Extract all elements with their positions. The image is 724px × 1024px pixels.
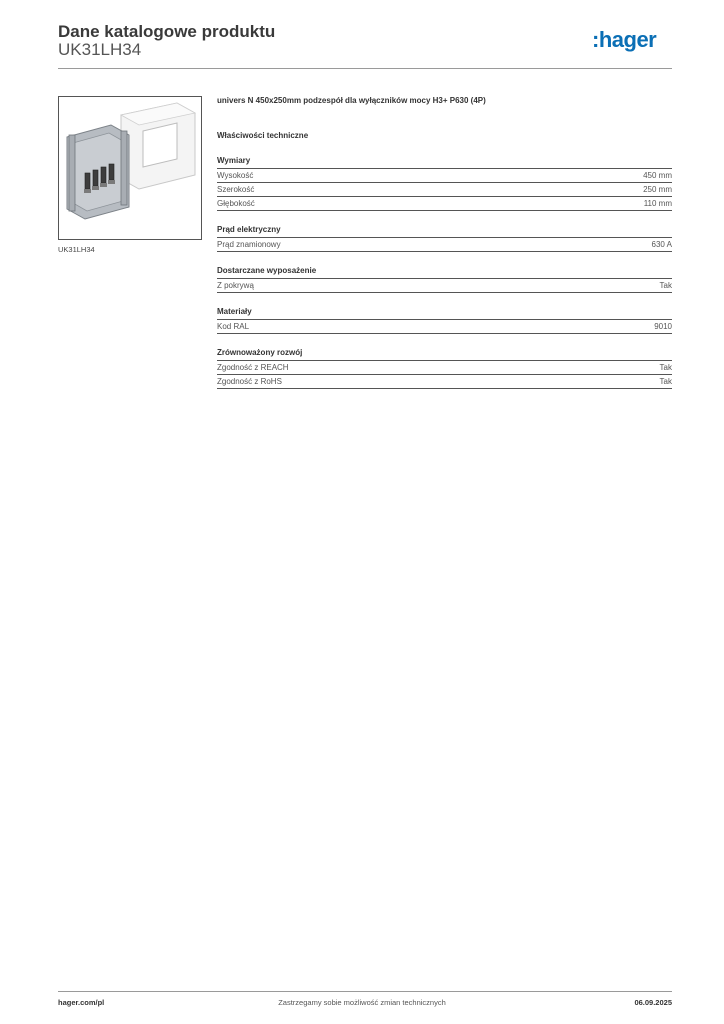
header-divider — [58, 68, 672, 69]
property-label: Wysokość — [217, 171, 254, 180]
property-value: Tak — [659, 281, 672, 290]
property-value: Tak — [659, 363, 672, 372]
property-group-title: Zrównoważony rozwój — [217, 347, 672, 361]
property-group-title: Wymiary — [217, 155, 672, 169]
property-row — [217, 279, 672, 293]
property-row — [217, 361, 672, 375]
hager-logo — [592, 26, 672, 54]
property-group — [217, 306, 672, 334]
property-group — [217, 224, 672, 252]
technical-properties-heading: Właściwości techniczne — [217, 131, 309, 140]
property-value: 450 mm — [643, 171, 672, 180]
property-row — [217, 375, 672, 389]
property-label: Kod RAL — [217, 322, 250, 331]
footer-divider — [58, 991, 672, 992]
footer-disclaimer: Zastrzegamy sobie możliwość zmian technicznych — [278, 998, 446, 1007]
property-label: Z pokrywą — [217, 281, 254, 290]
property-group-title: Prąd elektryczny — [217, 224, 672, 238]
property-label: Szerokość — [217, 185, 255, 194]
svg-text::hager: :hager — [592, 27, 657, 52]
property-groups — [217, 155, 672, 389]
property-value: 630 A — [651, 240, 672, 249]
property-row — [217, 197, 672, 211]
page-header — [58, 22, 672, 70]
property-label: Zgodność z REACH — [217, 363, 289, 372]
property-group — [217, 265, 672, 293]
property-group-title: Dostarczane wyposażenie — [217, 265, 672, 279]
document-title: Dane katalogowe produktu — [58, 22, 276, 41]
property-group — [217, 155, 672, 211]
product-description: univers N 450x250mm podzespół dla wyłączników mocy H3+ P630 (4P) — [217, 96, 486, 105]
property-value: Tak — [659, 377, 672, 386]
footer-date: 06.09.2025 — [634, 998, 672, 1007]
product-photo-icon — [59, 97, 201, 239]
property-label: Głębokość — [217, 199, 255, 208]
property-value: 110 mm — [643, 199, 672, 208]
product-details — [217, 96, 672, 402]
property-value: 9010 — [654, 322, 672, 331]
property-label: Zgodność z RoHS — [217, 377, 282, 386]
property-row — [217, 169, 672, 183]
property-row — [217, 320, 672, 334]
property-group-title: Materiały — [217, 306, 672, 320]
product-image — [58, 96, 202, 240]
image-caption: UK31LH34 — [58, 245, 95, 254]
property-row — [217, 238, 672, 252]
property-group — [217, 347, 672, 389]
product-code-title: UK31LH34 — [58, 40, 142, 59]
property-row — [217, 183, 672, 197]
property-value: 250 mm — [643, 185, 672, 194]
footer-website-link[interactable]: hager.com/pl — [58, 998, 105, 1007]
property-label: Prąd znamionowy — [217, 240, 281, 249]
